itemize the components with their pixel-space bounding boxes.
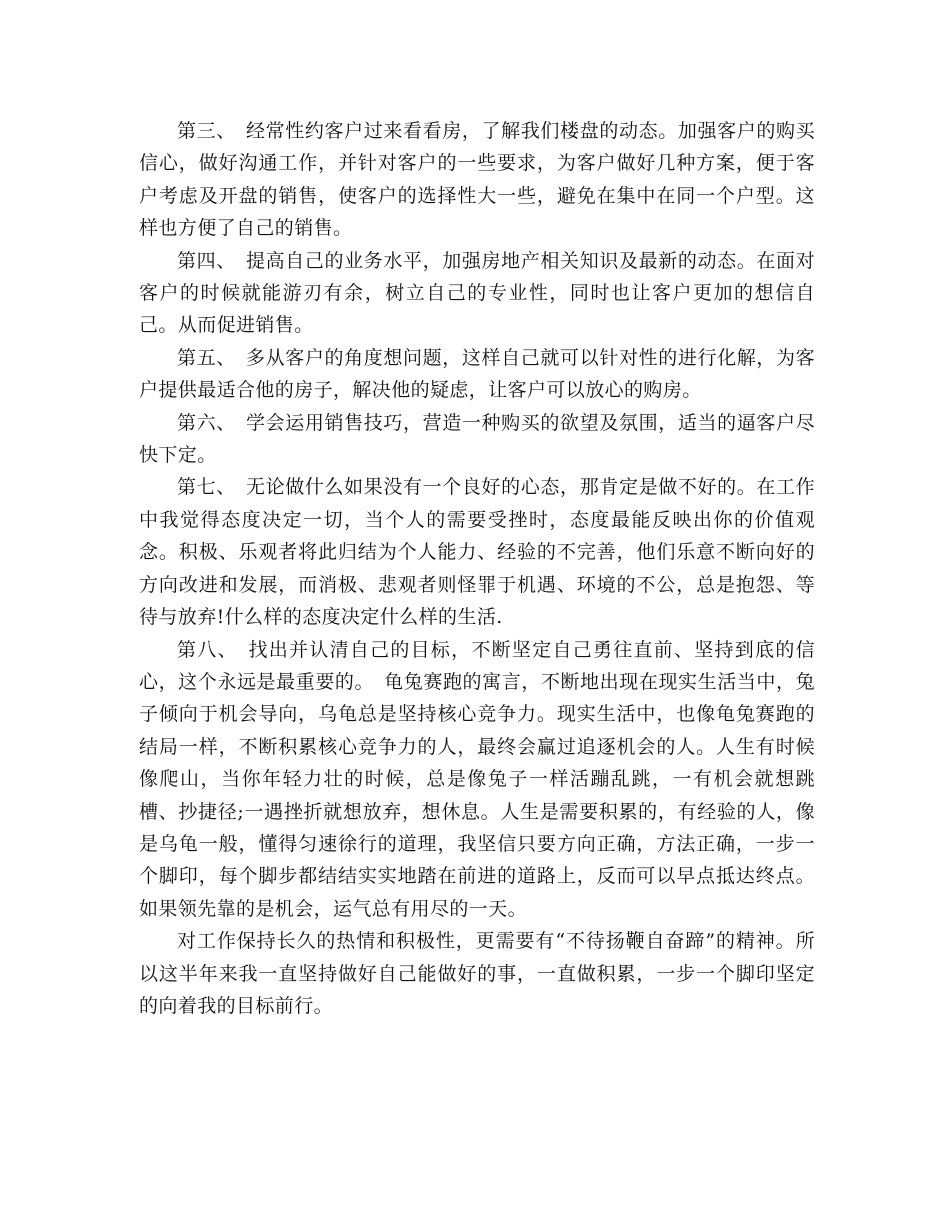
- paragraph-seventh: 第七、 无论做什么如果没有一个良好的心态，那肯定是做不好的。在工作中我觉得态度决定一切，当个人的需要受挫时，态度最能反映出你的价值观念。积极、乐观者将此归结为个人能力、经验的不完善，他们乐意不断向好的方向改进和发展，而消极、悲观者则怪罪于机遇、环境的不公，总是抱怨、等待与放弃!什么样的态度决定什么样的生活.: [139, 476, 815, 629]
- paragraph-sixth: 第六、 学会运用销售技巧，营造一种购买的欲望及氛围，适当的逼客户尽快下定。: [139, 411, 815, 467]
- paragraph-third: 第三、 经常性约客户过来看看房，了解我们楼盘的动态。加强客户的购买信心，做好沟通工作，并针对客户的一些要求，为客户做好几种方案，便于客户考虑及开盘的销售，使客户的选择性大一些，避免在集中在同一个户型。这样也方便了自己的销售。: [139, 120, 815, 240]
- document-body: [139, 115, 815, 1022]
- paragraph-fifth: 第五、 多从客户的角度想问题，这样自己就可以针对性的进行化解，为客户提供最适合他的房子，解决他的疑虑，让客户可以放心的购房。: [139, 346, 815, 402]
- paragraph-eighth: 第八、 找出并认清自己的目标，不断坚定自己勇往直前、坚持到底的信心，这个永远是最重要的。 龟兔赛跑的寓言，不断地出现在现实生活当中，兔子倾向于机会导向，乌龟总是坚持核心竞争力。现实生活中，也像龟兔赛跑的结局一样，不断积累核心竞争力的人，最终会赢过追逐机会的人。人生有时候像爬山，当你年轻力壮的时候，总是像兔子一样活蹦乱跳，一有机会就想跳槽、抄捷径;一遇挫折就想放弃，想休息。人生是需要积累的，有经验的人，像是乌龟一般，懂得匀速徐行的道理，我坚信只要方向正确，方法正确，一步一个脚印，每个脚步都结结实实地踏在前进的道路上，反而可以早点抵达终点。如果领先靠的是机会，运气总有用尽的一天。: [139, 638, 815, 920]
- paragraph-conclusion: 对工作保持长久的热情和积极性，更需要有“不待扬鞭自奋蹄”的精神。所以这半年来我一直坚持做好自己能做好的事，一直做积累，一步一个脚印坚定的向着我的目标前行。: [139, 930, 815, 1017]
- paragraph-fourth: 第四、 提高自己的业务水平，加强房地产相关知识及最新的动态。在面对客户的时候就能游刃有余，树立自己的专业性，同时也让客户更加的想信自己。从而促进销售。: [139, 249, 815, 337]
